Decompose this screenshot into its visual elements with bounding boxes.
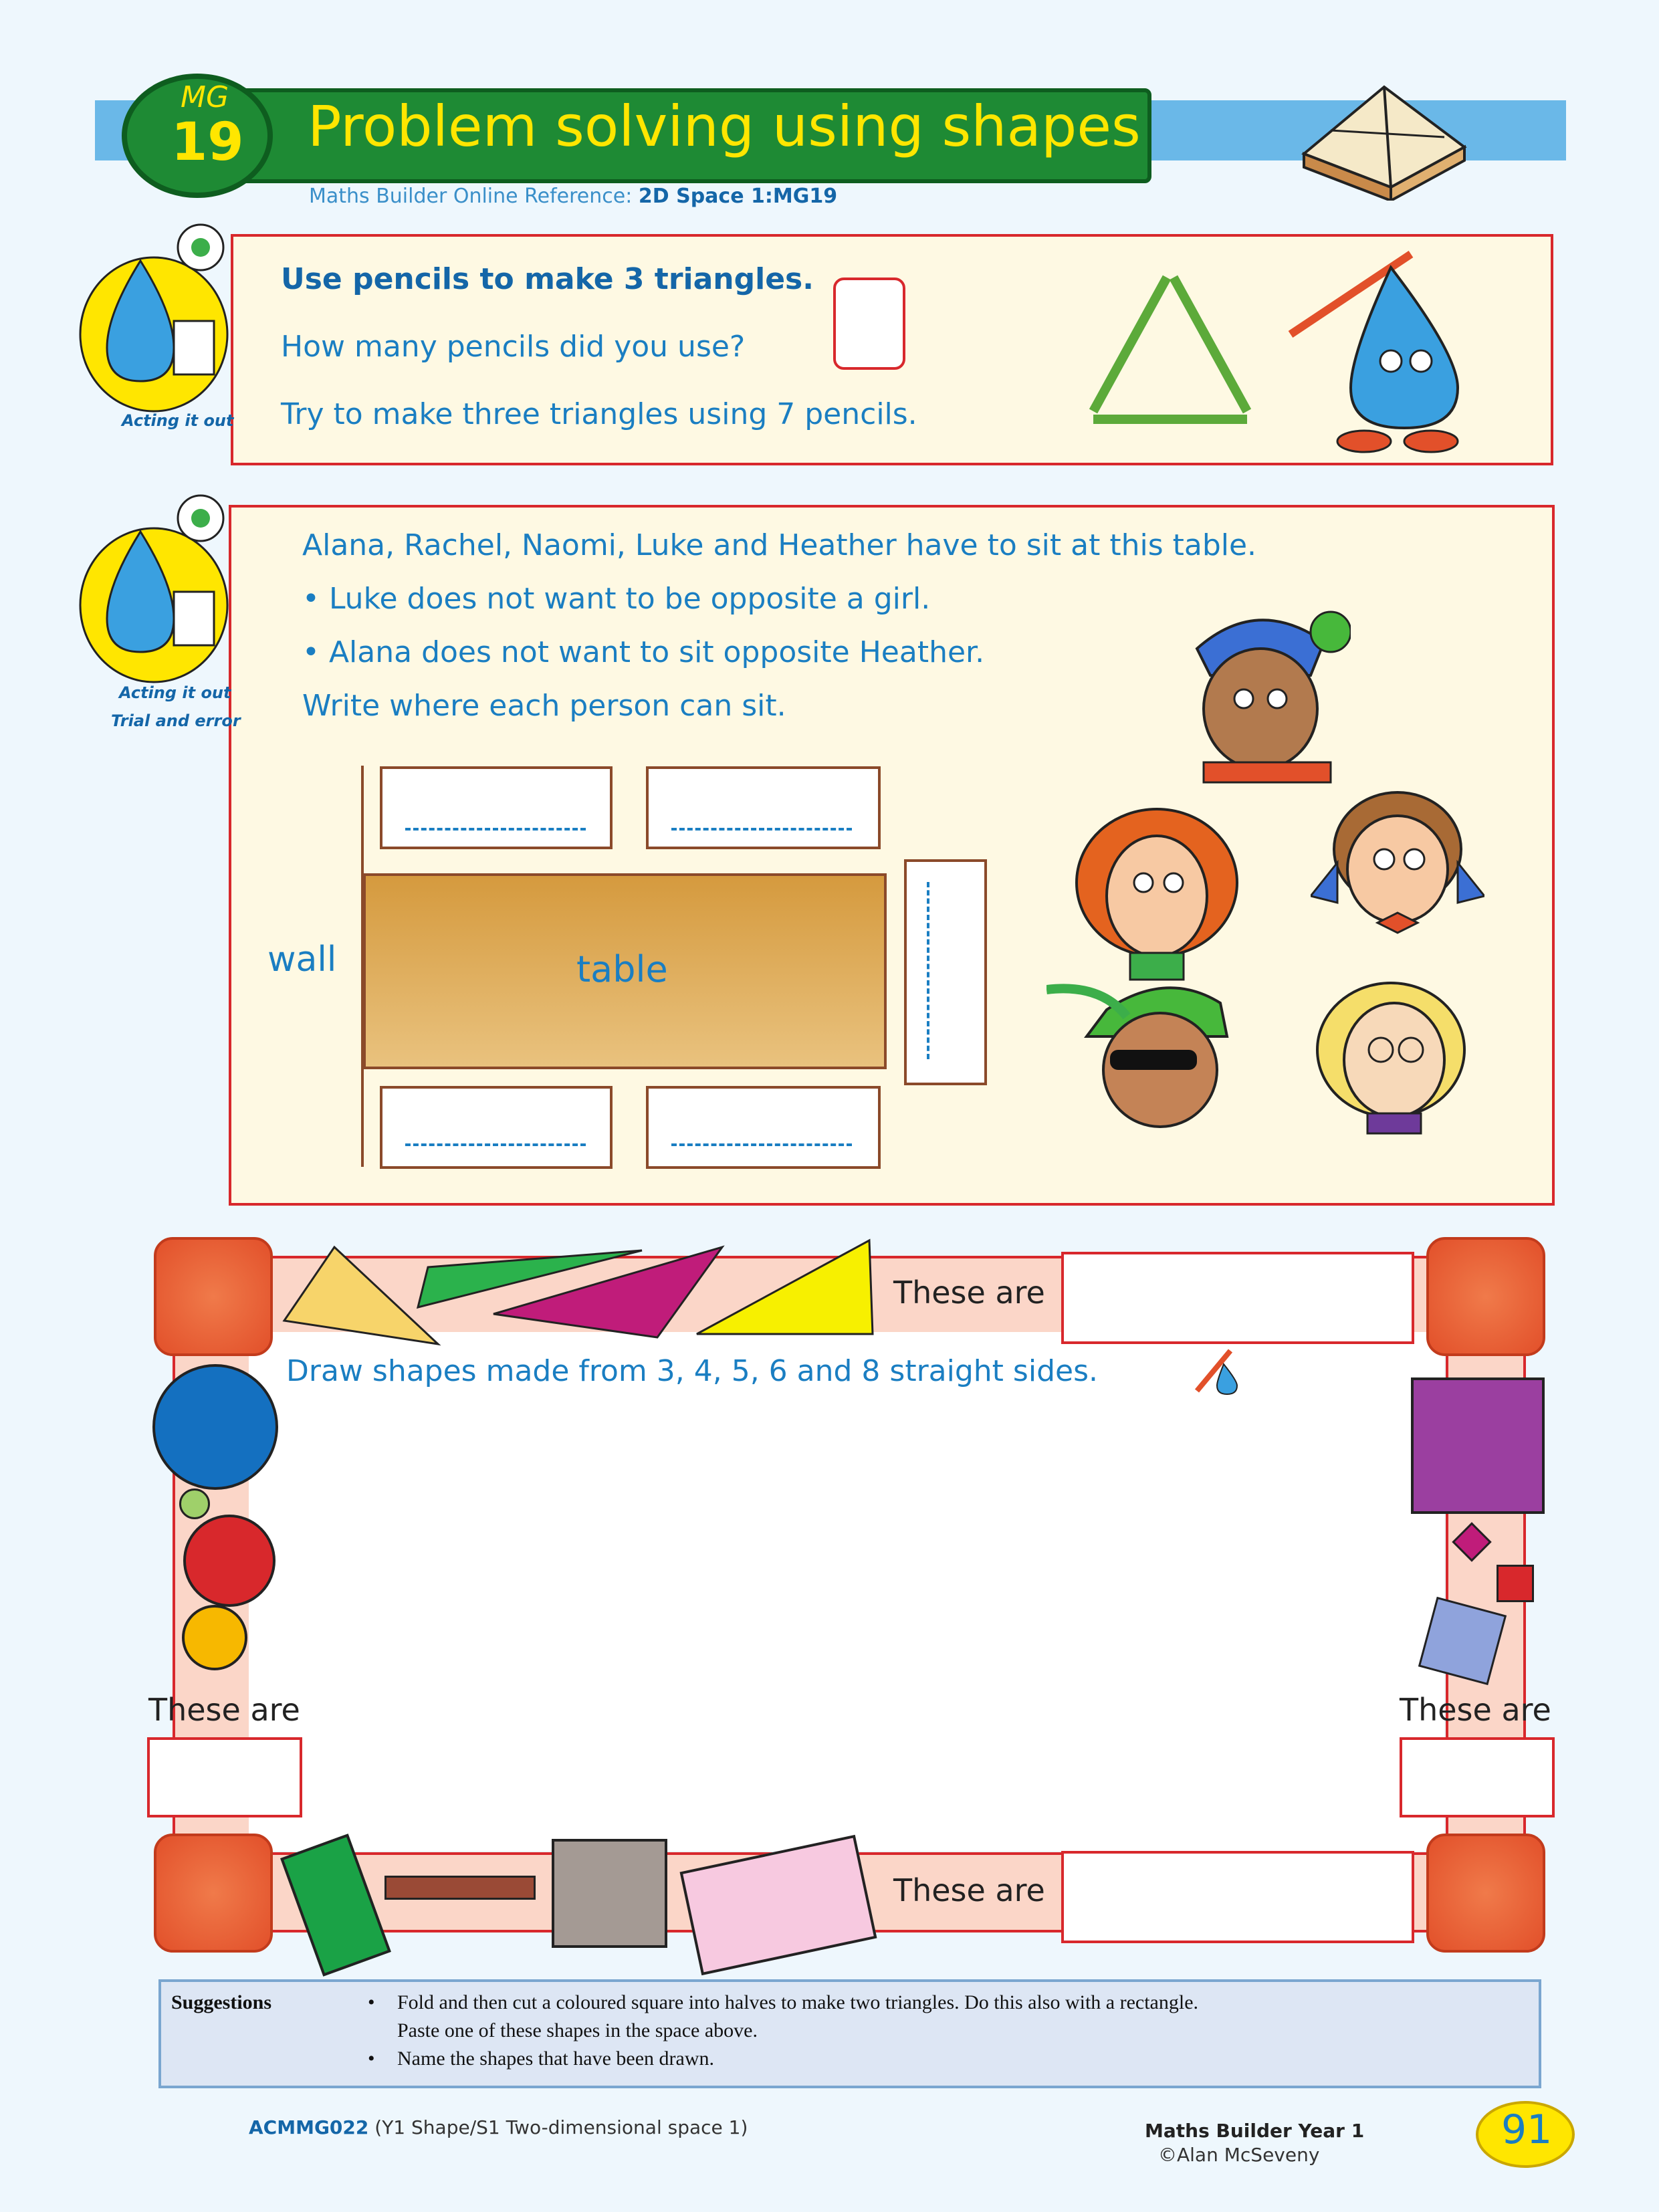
- square-grey-icon: [552, 1839, 667, 1948]
- lesson-number: 19: [171, 112, 244, 173]
- drawing-area[interactable]: [249, 1332, 1444, 1851]
- triangle-yellow-icon: [284, 1247, 438, 1344]
- girl-pigtails-icon: [1311, 789, 1484, 950]
- rule-alana: • Alana does not want to sit opposite Heather.: [302, 635, 985, 669]
- rectangle-brown-icon: [384, 1876, 536, 1900]
- suggestion-1-line-1: Fold and then cut a coloured square into halves to make two triangles. Do this also with a rectangle.: [397, 1991, 1199, 2013]
- seat-bottom-left[interactable]: [380, 1086, 613, 1169]
- circle-small-green-icon: [179, 1488, 210, 1519]
- lesson-code: MG: [181, 80, 229, 114]
- page-title: Problem solving using shapes: [308, 94, 1141, 159]
- water-drop-mascot-icon: [74, 491, 241, 685]
- curriculum-code: ACMMG022 (Y1 Shape/S1 Two-dimensional space 1): [249, 2116, 748, 2138]
- suggestions-heading: Suggestions: [171, 1991, 272, 2013]
- instruction-draw-shapes: Draw shapes made from 3, 4, 5, 6 and 8 straight sides.: [286, 1354, 1098, 1388]
- seat-top-right[interactable]: [646, 766, 881, 849]
- square-small-red-icon: [1497, 1565, 1534, 1602]
- water-drop-mascot-icon: [74, 221, 241, 421]
- frame-corner-top-left: [154, 1237, 273, 1356]
- table-label: table: [576, 948, 668, 990]
- problem-statement: Alana, Rachel, Naomi, Luke and Heather have to sit at this table.: [302, 528, 1257, 562]
- pencil-count-answer-box[interactable]: [833, 278, 905, 370]
- label-bottom-these-are: These are: [893, 1872, 1045, 1908]
- page-number: 91: [1501, 2106, 1553, 2153]
- pencil-triangle-icon: [1080, 264, 1260, 431]
- child-with-beanie-icon: [1177, 602, 1351, 796]
- answer-box-left[interactable]: [147, 1737, 302, 1817]
- seat-bottom-right[interactable]: [646, 1086, 881, 1169]
- instruction-seven-pencils: Try to make three triangles using 7 pencils.: [281, 397, 917, 431]
- circle-blue-icon: [152, 1364, 278, 1490]
- question-how-many-pencils: How many pencils did you use?: [281, 330, 746, 364]
- pencil-drop-icon: [1190, 1344, 1244, 1398]
- bullet-icon: •: [368, 2048, 375, 2070]
- girl-curly-hair-icon: [1070, 802, 1244, 983]
- suggestion-1-line-2: Paste one of these shapes in the space above.: [397, 2019, 758, 2041]
- label-right-these-are: These are: [1400, 1692, 1551, 1728]
- seat-end[interactable]: [904, 859, 987, 1085]
- instruction-make-triangles: Use pencils to make 3 triangles.: [281, 262, 814, 296]
- instruction-write-seats: Write where each person can sit.: [302, 689, 786, 723]
- circle-orange-icon: [182, 1605, 247, 1670]
- triangle-yellow-right-icon: [697, 1240, 873, 1334]
- strategy-acting-it-out: Acting it out: [119, 683, 231, 702]
- sandwich-illustration: [1291, 74, 1478, 201]
- label-top-these-are: These are: [893, 1275, 1045, 1311]
- triangles-group: [267, 1234, 883, 1347]
- frame-corner-bottom-left: [154, 1834, 273, 1953]
- online-reference: Maths Builder Online Reference: 2D Space 1:MG19: [309, 185, 838, 208]
- boy-with-cap-sunglasses-icon: [1046, 970, 1260, 1137]
- water-drop-with-pencil-icon: [1277, 241, 1498, 455]
- frame-corner-top-right: [1426, 1237, 1545, 1356]
- answer-box-right[interactable]: [1400, 1737, 1555, 1817]
- girl-blonde-glasses-icon: [1311, 976, 1471, 1137]
- suggestion-2: Name the shapes that have been drawn.: [397, 2048, 714, 2070]
- frame-corner-bottom-right: [1426, 1834, 1545, 1953]
- label-left-these-are: These are: [148, 1692, 300, 1728]
- answer-box-top[interactable]: [1061, 1252, 1414, 1344]
- rule-luke: • Luke does not want to be opposite a girl.: [302, 582, 931, 616]
- answer-box-bottom[interactable]: [1061, 1851, 1414, 1943]
- book-title: Maths Builder Year 1: [1145, 2120, 1365, 2142]
- copyright: ©Alan McSeveny: [1158, 2144, 1320, 2166]
- seat-top-left[interactable]: [380, 766, 613, 849]
- wall-label: wall: [267, 939, 337, 980]
- strategy-trial-and-error: Trial and error: [111, 711, 241, 730]
- bullet-icon: •: [368, 1991, 375, 2013]
- circle-red-icon: [183, 1515, 275, 1607]
- square-purple-icon: [1411, 1377, 1545, 1514]
- strategy-acting-it-out: Acting it out: [122, 411, 234, 430]
